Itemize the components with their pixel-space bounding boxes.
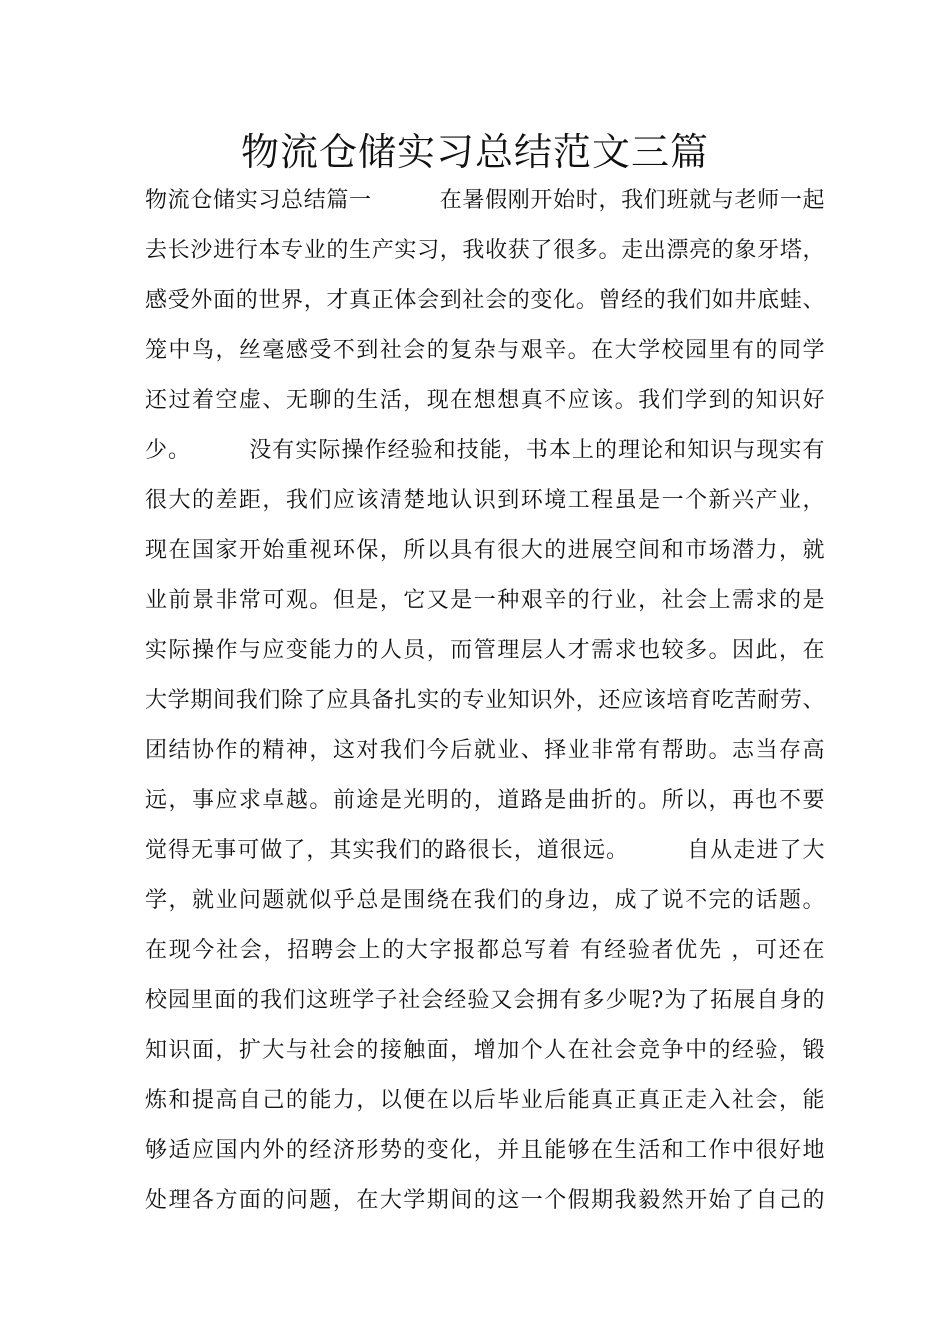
body-line: 觉得无事可做了，其实我们的路很长，道很远。 自从走进了大 <box>145 838 825 863</box>
body-line: 去长沙进行本专业的生产实习，我收获了很多。走出漂亮的象牙塔， <box>145 238 825 263</box>
body-line: 远，事应求卓越。前途是光明的，道路是曲折的。所以，再也不要 <box>145 788 825 813</box>
body-line: 在现今社会，招聘会上的大字报都总写着 有经验者优先 ，可还在 <box>145 938 825 963</box>
body-line: 物流仓储实习总结篇一 在暑假刚开始时，我们班就与老师一起 <box>145 188 825 213</box>
body-line: 学，就业问题就似乎总是围绕在我们的身边，成了说不完的话题。 <box>145 888 825 913</box>
body-line: 笼中鸟，丝毫感受不到社会的复杂与艰辛。在大学校园里有的同学 <box>145 338 825 363</box>
body-line: 大学期间我们除了应具备扎实的专业知识外，还应该培育吃苦耐劳、 <box>145 688 825 713</box>
body-line: 业前景非常可观。但是，它又是一种艰辛的行业，社会上需求的是 <box>145 588 825 613</box>
body-line: 够适应国内外的经济形势的变化，并且能够在生活和工作中很好地 <box>145 1138 825 1163</box>
body-line: 现在国家开始重视环保，所以具有很大的进展空间和市场潜力，就 <box>145 538 825 563</box>
body-line: 团结协作的精神，这对我们今后就业、择业非常有帮助。志当存高 <box>145 738 825 763</box>
body-line: 还过着空虚、无聊的生活，现在想想真不应该。我们学到的知识好 <box>145 388 825 413</box>
body-line: 少。 没有实际操作经验和技能，书本上的理论和知识与现实有 <box>145 438 825 463</box>
body-line: 校园里面的我们这班学子社会经验又会拥有多少呢?为了拓展自身的 <box>145 988 825 1013</box>
body-line: 知识面，扩大与社会的接触面，增加个人在社会竞争中的经验，锻 <box>145 1038 825 1063</box>
body-line: 炼和提高自己的能力，以便在以后毕业后能真正真正走入社会，能 <box>145 1088 825 1113</box>
body-line: 感受外面的世界，才真正体会到社会的变化。曾经的我们如井底蛙、 <box>145 288 825 313</box>
body-line: 实际操作与应变能力的人员，而管理层人才需求也较多。因此，在 <box>145 638 825 663</box>
body-line: 处理各方面的问题，在大学期间的这一个假期我毅然开始了自己的 <box>145 1188 825 1213</box>
document-body <box>145 176 825 1226</box>
document-title: 物流仓储实习总结范文三篇 <box>240 130 709 174</box>
body-line: 很大的差距，我们应该清楚地认识到环境工程虽是一个新兴产业， <box>145 488 825 513</box>
